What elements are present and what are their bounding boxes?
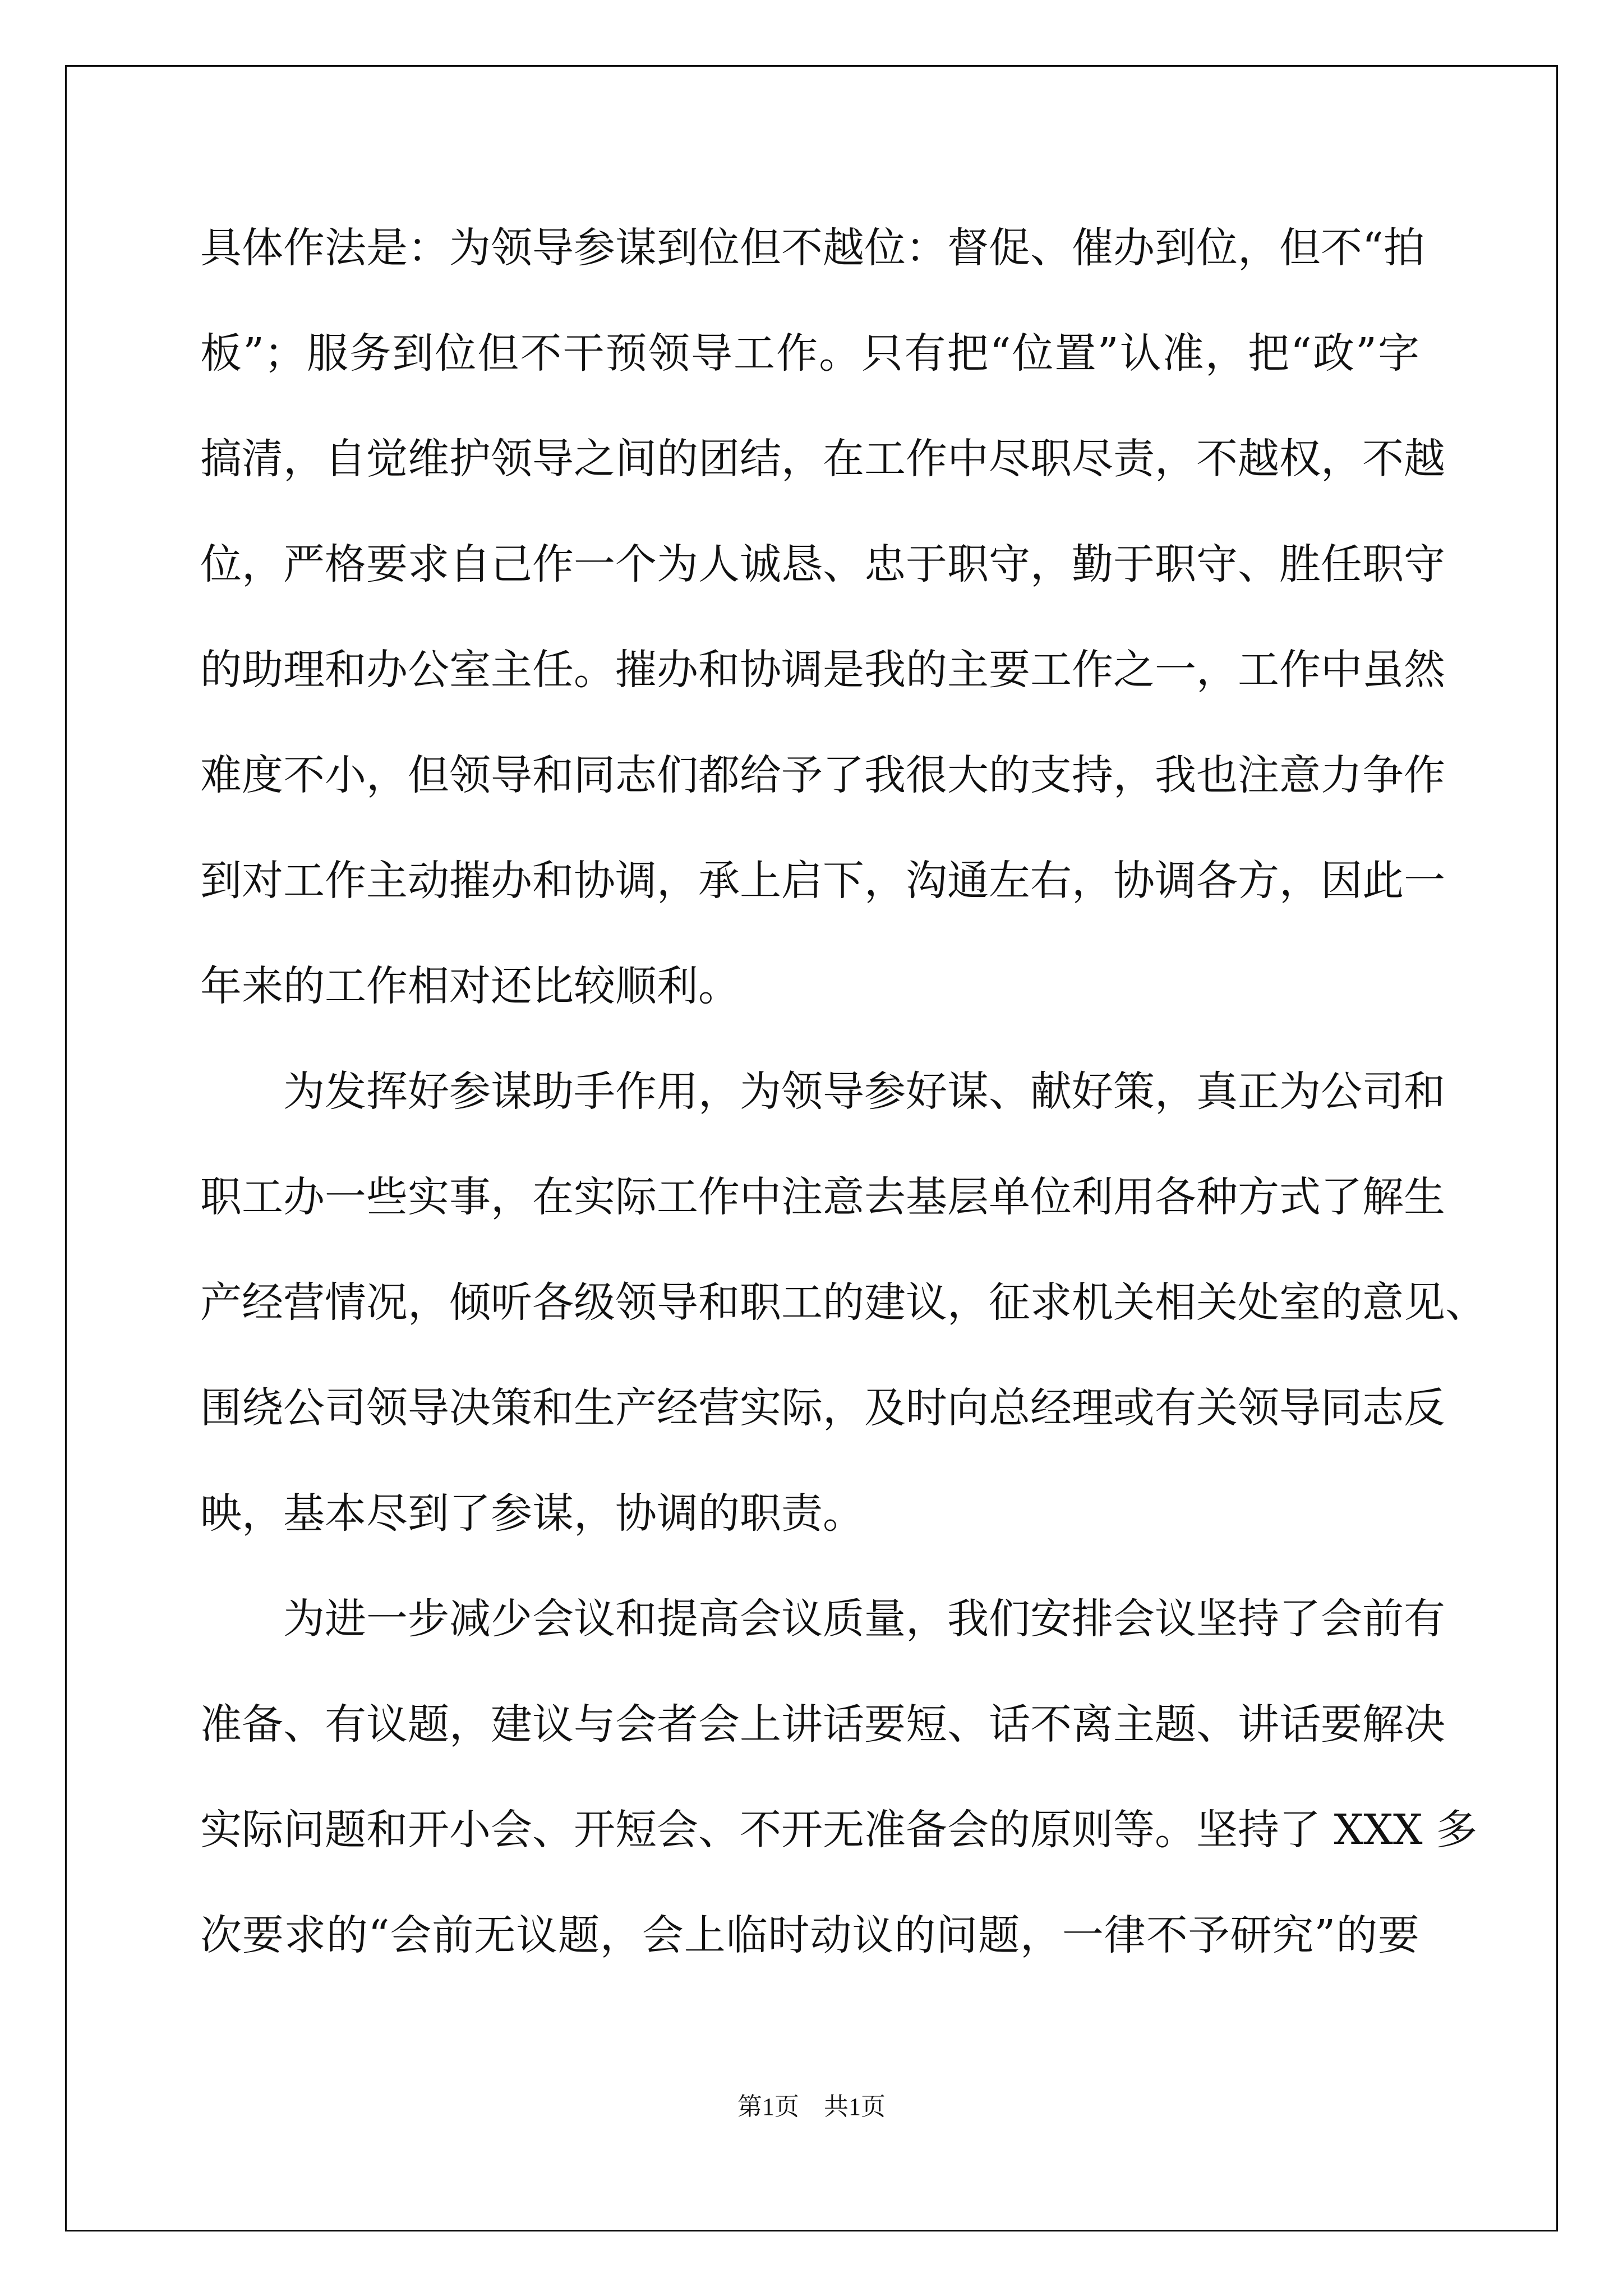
body-line-10: 职工办一些实事，在实际工作中注意去基层单位利用各种方式了解生 [200,1173,1445,1221]
body-line-15: 准备、有议题，建议与会者会上讲话要短、话不离主题、讲话要解决 [200,1700,1445,1749]
body-line-5: 的助理和办公室主任。摧办和协调是我的主要工作之一，工作中虽然 [200,646,1445,694]
body-line-8: 年来的工作相对还比较顺利。 [200,962,740,1010]
body-line-13: 映，基本尽到了参谋，协调的职责。 [200,1489,864,1538]
body-line-6: 难度不小，但领导和同志们都给予了我很大的支持，我也注意力争作 [200,751,1445,799]
body-line-16: 实际问题和开小会、开短会、不开无准备会的原则等。坚持了 XXX 多 [200,1806,1478,1854]
body-line-17: 次要求的“会前无议题，会上临时动议的问题，一律不予研究”的要 [200,1911,1419,1959]
body-line-14: 为进一步减少会议和提高会议质量，我们安排会议坚持了会前有 [200,1595,1445,1643]
page-border [65,65,1558,2231]
body-line-7: 到对工作主动摧办和协调，承上启下，沟通左右，协调各方，因此一 [200,857,1445,905]
body-line-12: 围绕公司领导决策和生产经营实际，及时向总经理或有关领导同志反 [200,1384,1445,1432]
page-number-footer: 第1页 共1页 [737,2093,886,2120]
body-line-3: 搞清，自觉维护领导之间的团结，在工作中尽职尽责，不越权，不越 [200,435,1445,483]
body-line-4: 位，严格要求自己作一个为人诚恳、忠于职守，勤于职守、胜任职守 [200,540,1445,588]
body-line-2: 板”；服务到位但不干预领导工作。只有把“位置”认准，把“政”字 [200,329,1419,378]
body-line-9: 为发挥好参谋助手作用，为领导参好谋、献好策，真正为公司和 [200,1068,1445,1116]
body-line-11: 产经营情况，倾听各级领导和职工的建议，征求机关相关处室的意见、 [200,1278,1487,1327]
body-line-1: 具体作法是：为领导参谋到位但不越位：督促、催办到位，但不“拍 [200,224,1425,272]
